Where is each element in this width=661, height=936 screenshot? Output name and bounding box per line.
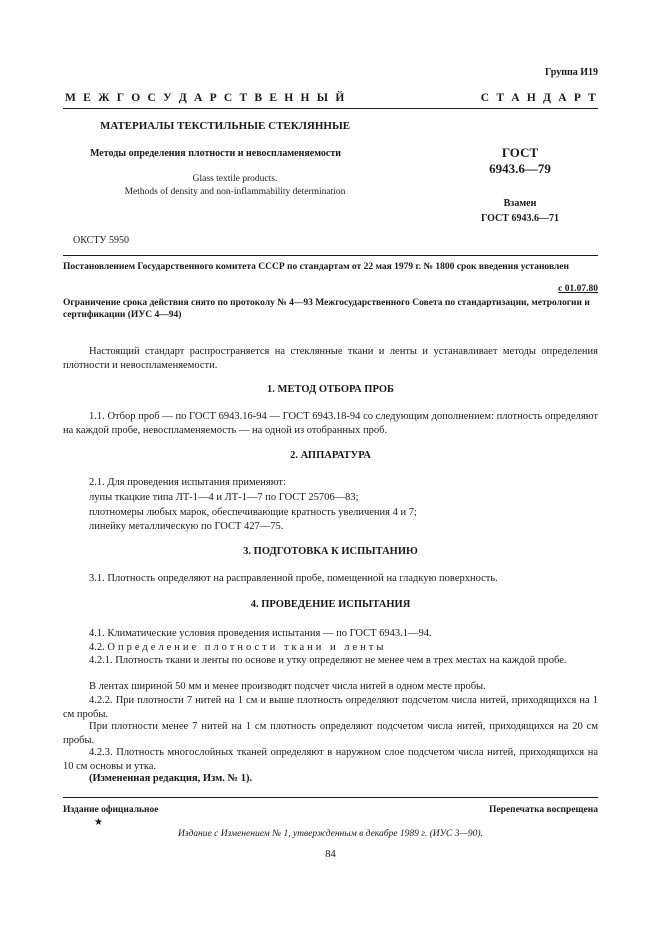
replaces-block — [460, 196, 580, 226]
replaces-number: ГОСТ 6943.6—71 — [481, 213, 559, 224]
section-4-subheading — [89, 641, 386, 655]
header-rule — [63, 108, 598, 109]
section-4-paragraph-1: 4.1. Климатические условия проведения испытания — по ГОСТ 6943.1—94. — [89, 628, 432, 639]
english-title-line-2: Methods of density and non-inflammability determination — [124, 187, 346, 197]
section-1-heading: 1. МЕТОД ОТБОРА ПРОБ — [267, 384, 394, 395]
okstu-code: ОКСТУ 5950 — [73, 235, 130, 246]
section-4-paragraph-6: При плотности менее 7 нитей на 1 см плотность определяют подсчетом числа нитей, приходящихся на 20 см пробы. — [63, 721, 598, 746]
document-subtitle: Методы определения плотности и невоспламеняемости — [90, 148, 341, 159]
document-title: МАТЕРИАЛЫ ТЕКСТИЛЬНЫЕ СТЕКЛЯННЫЕ — [100, 120, 351, 132]
section-3-heading: 3. ПОДГОТОВКА К ИСПЫТАНИЮ — [243, 546, 418, 557]
intro-paragraph: Настоящий стандарт распространяется на стеклянные ткани и ленты и устанавливает методы определения плотности и невоспламеняемости. — [63, 346, 598, 371]
section-4-paragraph-3: 4.2.1. Плотность ткани и ленты по основе и утку определяют не менее чем в трех местах на каждой пробе. — [89, 655, 567, 666]
reprint-prohibited-label: Перепечатка воспрещена — [488, 805, 598, 815]
group-code: Группа И19 — [545, 67, 598, 78]
okstu-rule — [63, 255, 598, 256]
banner-right: С Т А Н Д А Р Т — [480, 92, 598, 104]
english-title — [100, 173, 370, 199]
apparatus-item-2: плотномеры любых марок, обеспечивающие кратность увеличения 4 и 7; — [89, 507, 417, 518]
replaces-label: Взамен — [503, 198, 537, 209]
effective-date: с 01.07.80 — [558, 284, 598, 294]
section-2-heading: 2. АППАРАТУРА — [290, 450, 371, 461]
gost-number: 6943.6—79 — [489, 161, 551, 176]
edition-note: Издание с Изменением № 1, утвержденным в декабре 1989 г. (ИУС 3—90). — [178, 829, 483, 839]
gost-label: ГОСТ — [501, 145, 539, 160]
section-1-paragraph: 1.1. Отбор проб — по ГОСТ 6943.16-94 — ГОСТ 6943.18-94 со следующим дополнением: плотность определяют на каждой пробе, невоспламеняемость — на одной из отобранных проб. — [63, 411, 598, 436]
apparatus-item-1: лупы ткацкие типа ЛТ-1—4 и ЛТ-1—7 по ГОСТ 25706—83; — [89, 492, 359, 503]
subheading-number: 4.2. — [89, 642, 105, 653]
section-4-paragraph-4: В лентах шириной 50 мм и менее производят подсчет числа нитей в одном месте пробы. — [89, 681, 486, 692]
subheading-text: Определение плотности ткани и ленты — [107, 642, 387, 653]
standard-banner — [65, 92, 598, 104]
section-4-heading: 4. ПРОВЕДЕНИЕ ИСПЫТАНИЯ — [250, 599, 411, 610]
limitation-text: Ограничение срока действия снято по протоколу № 4—93 Межгосударственного Совета по стандартизации, метрологии и сертификации (ИУС 4—94) — [63, 298, 590, 320]
gost-designation — [470, 145, 570, 177]
apparatus-item-3: линейку металлическую по ГОСТ 427—75. — [89, 521, 284, 532]
official-edition-label: Издание официальное — [63, 805, 159, 815]
english-title-line-1: Glass textile products. — [192, 174, 278, 184]
section-4-paragraph-5: 4.2.2. При плотности 7 нитей на 1 см и выше плотность определяют подсчетом числа нитей, приходящихся на 1 см пробы. — [63, 695, 598, 720]
banner-left: М Е Ж Г О С У Д А Р С Т В Е Н Н Ы Й — [65, 92, 347, 104]
amendment-note: (Измененная редакция, Изм. № 1). — [89, 773, 253, 784]
footer-rule — [63, 797, 598, 798]
section-4-paragraph-7: 4.2.3. Плотность многослойных тканей определяют в наружном слое подсчетом числа нитей, приходящихся на 10 см основы и утка. — [63, 747, 598, 772]
page-number: 84 — [325, 849, 336, 860]
section-2-paragraph: 2.1. Для проведения испытания применяют: — [89, 477, 286, 488]
star-icon: ★ — [94, 817, 103, 828]
decree-text: Постановлением Государственного комитета СССР по стандартам от 22 мая 1979 г. № 1800 срок введения установлен — [63, 262, 569, 272]
section-3-paragraph: 3.1. Плотность определяют на расправленной пробе, помещенной на гладкую поверхность. — [89, 573, 498, 584]
